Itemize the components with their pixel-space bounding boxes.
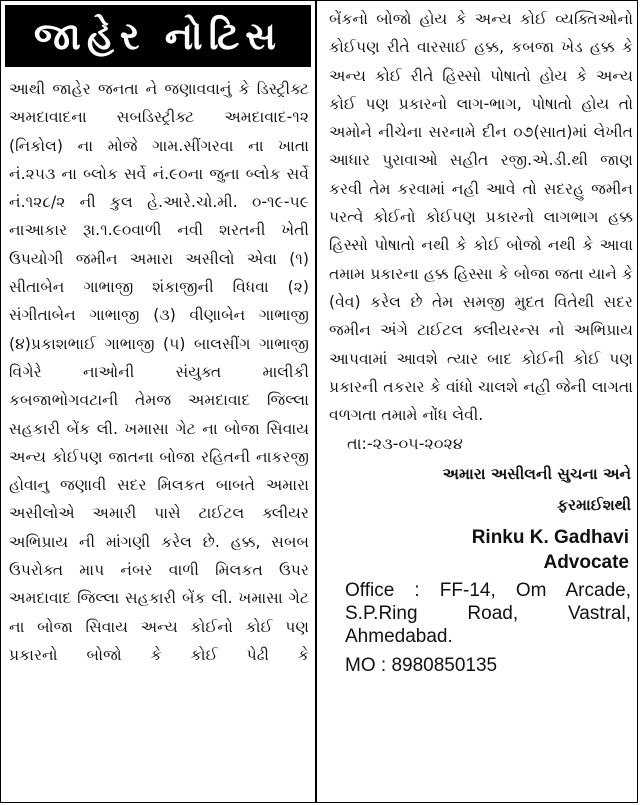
advocate-title: Advocate: [543, 552, 629, 574]
right-column: [319, 1, 639, 802]
mobile-number: MO : 8980850135: [345, 655, 498, 677]
notice-body-left: આથી જાહેર જનતા ને જણાવવાનું કે ડિસ્ટ્રીક્ટ અમદાવાદના સબડિસ્ટ્રીક્ટ અમદાવાદ-૧૨ (નિકોલ) ના મોજે ગામ.સીંગરવા ના ખાતા નં.૨૫૩ ના બ્લોક સર્વે નં.૯૦ના જુના બ્લોક સર્વે નં.૧૨૮/૨ ની કુલ હે.આરે.ચો.મી. ૦-૧૯-૫૯ નાઆકાર રૂા.૧.૯૦વાળી નવી શરતની ખેતી ઉપયોગી જમીન અમારા અસીલો એવા (૧) સીતાબેન ગાભાજી શંકાજીની વિધવા (૨) સંગીતાબેન ગાભાજી (૩) વીણાબેન ગાભાજી (૪)પ્રકાશભાઈ ગાભાજી (૫) બાલસીંગ ગાભાજી વિગેરે નાઓની સંયુક્ત માલીકી કબજાભોગવટાની તેમજ અમદાવાદ જિલ્લા સહકારી બેંક લી. ખમાસા ગેટ ના બોજા સિવાય અન્ય કોઈપણ જાતના બોજા રહિતની નાકરજી હોવાનુ જણાવી સદર મિલકત બાબતે અમારા અસીલોએ અમારી પાસે ટાઈટલ ક્લીયર અભિપ્રાય ની માંગણી કરેલ છે. હક્ક, સબબ ઉપરોક્ત માપ નંબર વાળી મિલકત ઉપર અમદાવાદ જિલ્લા સહકારી બેંક લી. ખમાસા ગેટ ના બોજા સિવાય અન્ય કોઈનો કોઈ પણ પ્રકારનો બોજો કે કોઈ પેઢી કે: [9, 80, 309, 664]
instruction-line-1: અમારા અસીલની સુચના અને: [442, 465, 631, 484]
notice-headline: જાહેર નોટિસ: [5, 5, 311, 67]
notice-date: તા:-૨૩-૦૫-૨૦૨૪: [347, 434, 463, 454]
notice-body-right: બેંકનો બોજો હોય કે અન્ય કોઈ વ્યક્તિઓનો કોઈપણ રીતે વારસાઈ હક્ક, કબજા ખેડ હક્ક કે અન્ય કોઈ રીતે હિસ્સો પોષાતો હોય કે અન્ય કોઈ પણ પ્રકારનો લાગ-ભાગ, પોષાતો હોય તો અમોને નીચેના સરનામે દીન ૦૭(સાત)માં લેખીત આધાર પુરાવાઓ સહીત રજી.એ.ડી.થી જાણ કરવી તેમ કરવામાં નહી આવે તો સદરહુ જમીન પરત્વે કોઈનો કોઈપણ પ્રકારનો લાગભાગ હક્ક હિસ્સો પોષાતો નથી કે કોઈ બોજો નથી કે આવા તમામ પ્રકારના હક્ક હિસ્સા કે બોજા જતા યાને કે (વેવ) કરેલ છે તેમ સમજી મુદત વિતેથી સદર જમીન અંગે ટાઈટલ ક્લીયરન્સ નો અભિપ્રાય આપવામાં આવશે ત્યાર બાદ કોઈની કોઈ પણ પ્રકારની તકરાર કે વાંધો ચાલશે નહી જેની લાગતા વળગતા તમામે નોંધ લેવી.: [329, 10, 633, 425]
instruction-line-2: ફરમાઈશથી: [556, 496, 631, 515]
left-column: [1, 1, 317, 802]
advocate-name: Rinku K. Gadhavi: [471, 527, 629, 549]
office-address: Office : FF-14, Om Arcade, S.P.Ring Road, Vastral, Ahmedabad.: [345, 580, 631, 648]
